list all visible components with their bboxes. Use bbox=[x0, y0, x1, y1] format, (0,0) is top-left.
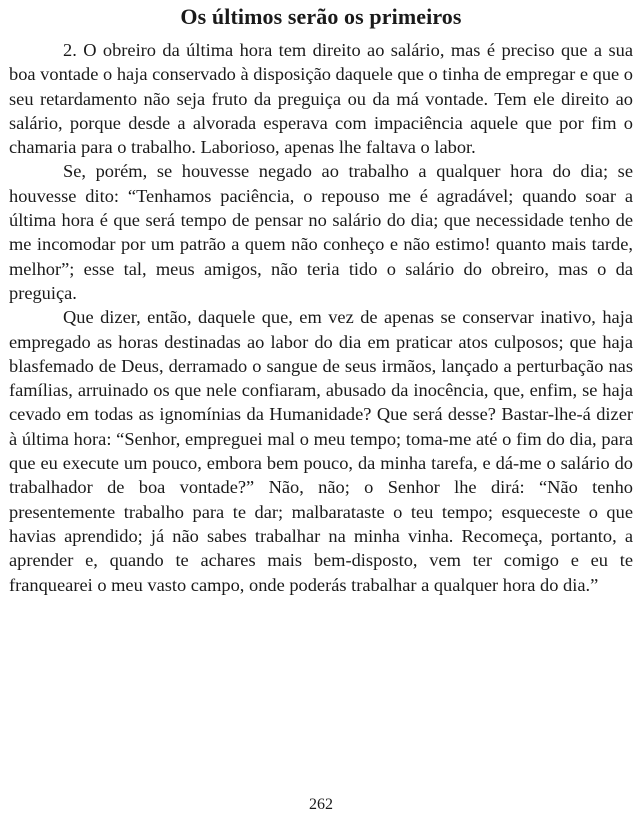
page-title: Os últimos serão os primeiros bbox=[180, 4, 462, 29]
paragraph-1: 2. O obreiro da última hora tem direito ao salário, mas é preciso que a sua boa vontade o haja conservado à disposição daquele que o tinha de empregar e que o seu retardamento não seja fruto da preguiça ou da má vontade. Tem ele direito ao salário, porque desde a alvorada esperava com impaciência aquele que por fim o chamaria para o trabalho. Laborioso, apenas lhe faltava o labor. bbox=[9, 40, 633, 158]
paragraph-2: Se, porém, se houvesse negado ao trabalho a qualquer hora do dia; se houvesse dito: “Tenhamos paciência, o repouso me é agradável; quando soar a última hora é que será tempo de pensar no salário do dia; que necessidade tenho de me incomodar por um patrão a quem não conheço e não estimo! quanto mais tarde, melhor”; esse tal, meus amigos, não teria tido o salário do obreiro, mas o da preguiça. bbox=[9, 161, 633, 303]
page-number: 262 bbox=[309, 796, 333, 813]
paragraph-3: Que dizer, então, daquele que, em vez de apenas se conservar inativo, haja empregado as horas destinadas ao labor do dia em praticar atos culposos; que haja blasfemado de Deus, derramado o sangue de seus irmãos, lançado a perturbação nas famílias, arruinado os que nele confiaram, abusado da inocência, que, enfim, se haja cevado em todas as ignomínias da Humanidade? Que será desse? Bastar-lhe-á dizer à última hora: “Senhor, empreguei mal o meu tempo; toma-me até o fim do dia, para que eu execute um pouco, embora bem pouco, da minha tarefa, e dá-me o salário do trabalhador de boa vontade?” Não, não; o Senhor lhe dirá: “Não tenho presentemente trabalho para te dar; malbarataste o teu tempo; esqueceste o que havias aprendido; já não sabes trabalhar na minha vinha. Recomeça, portanto, a aprender e, quando te achares mais bem-disposto, vem ter comigo e eu te franquearei o meu vasto campo, onde poderás trabalhar a qualquer hora do dia.” bbox=[9, 307, 633, 595]
body-text bbox=[9, 38, 633, 597]
